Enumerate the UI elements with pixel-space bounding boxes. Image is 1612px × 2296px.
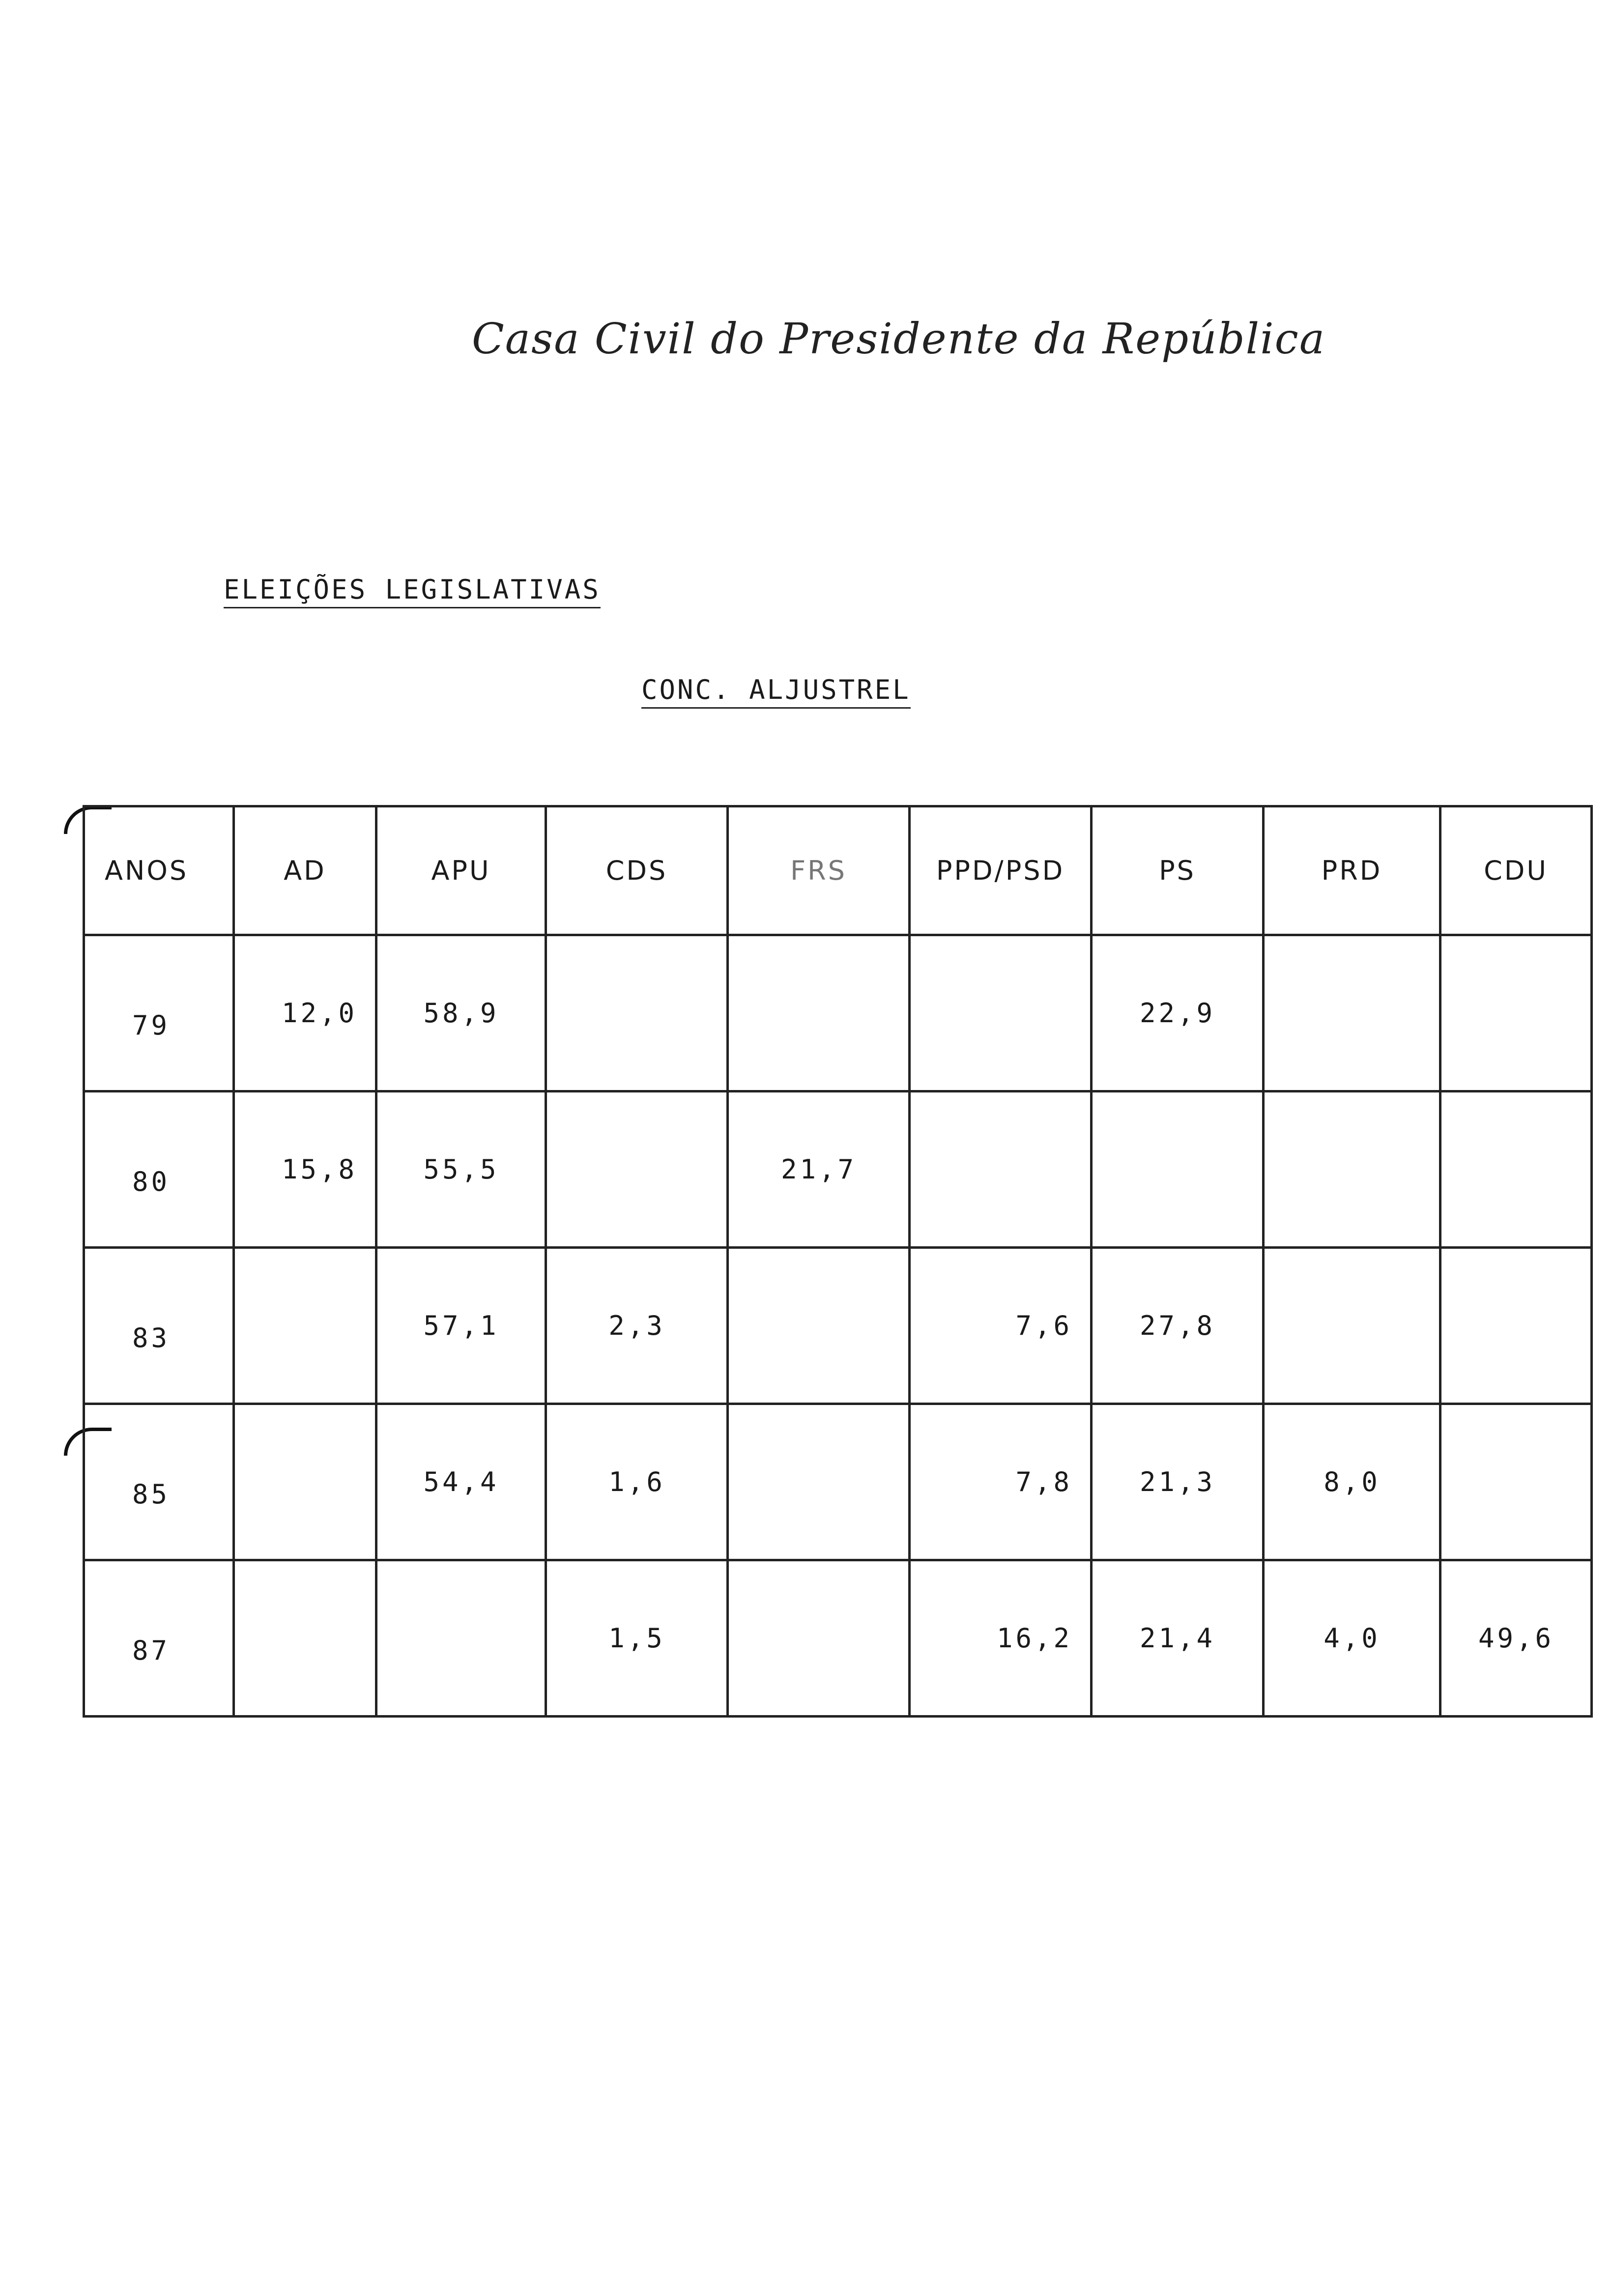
table-cell bbox=[1092, 1091, 1264, 1248]
table-cell bbox=[910, 935, 1092, 1091]
table-cell: 7,6 bbox=[910, 1248, 1092, 1404]
table-row bbox=[84, 1248, 1592, 1404]
table-cell: 22,9 bbox=[1092, 935, 1264, 1091]
table-cell: 85 bbox=[84, 1404, 234, 1560]
table-cell: 49,6 bbox=[1440, 1560, 1592, 1717]
table-cell: 54,4 bbox=[376, 1404, 546, 1560]
header-cell-ps: PS bbox=[1092, 806, 1264, 935]
table-cell: 2,3 bbox=[546, 1248, 728, 1404]
table-cell bbox=[910, 1091, 1092, 1248]
header-cell-cds: CDS bbox=[546, 806, 728, 935]
header-cell-ppd-psd: PPD/PSD bbox=[910, 806, 1092, 935]
table-cell: 57,1 bbox=[376, 1248, 546, 1404]
header-cell-ad: AD bbox=[234, 806, 376, 935]
table-cell bbox=[728, 1404, 910, 1560]
table-cell bbox=[1440, 1404, 1592, 1560]
table-cell: 1,5 bbox=[546, 1560, 728, 1717]
table-cell bbox=[728, 1560, 910, 1717]
header-cell-cdu: CDU bbox=[1440, 806, 1592, 935]
table-cell: 55,5 bbox=[376, 1091, 546, 1248]
table-cell: 83 bbox=[84, 1248, 234, 1404]
table-cell: 21,3 bbox=[1092, 1404, 1264, 1560]
table-cell bbox=[728, 1248, 910, 1404]
table-cell bbox=[1440, 935, 1592, 1091]
document-title: ELEIÇÕES LEGISLATIVAS bbox=[224, 574, 601, 608]
table-cell bbox=[1264, 1248, 1440, 1404]
table-cell: 79 bbox=[84, 935, 234, 1091]
table-cell bbox=[234, 1248, 376, 1404]
document-subtitle: CONC. ALJUSTREL bbox=[641, 674, 911, 709]
table-row bbox=[84, 1091, 1592, 1248]
table-cell: 58,9 bbox=[376, 935, 546, 1091]
table-cell bbox=[546, 1091, 728, 1248]
table-cell: 21,7 bbox=[728, 1091, 910, 1248]
table-cell: 27,8 bbox=[1092, 1248, 1264, 1404]
table-cell: 1,6 bbox=[546, 1404, 728, 1560]
table-cell bbox=[234, 1560, 376, 1717]
letterhead: Casa Civil do Presidente da República bbox=[472, 315, 1326, 364]
table-cell bbox=[546, 935, 728, 1091]
table-cell: 4,0 bbox=[1264, 1560, 1440, 1717]
table-cell: 15,8 bbox=[234, 1091, 376, 1248]
table-cell bbox=[234, 1404, 376, 1560]
table-row bbox=[84, 935, 1592, 1091]
table-cell bbox=[1440, 1091, 1592, 1248]
header-cell-frs: FRS bbox=[728, 806, 910, 935]
table-cell: 87 bbox=[84, 1560, 234, 1717]
election-results-table bbox=[83, 805, 1593, 1718]
header-row bbox=[84, 806, 1592, 935]
table-cell bbox=[376, 1560, 546, 1717]
header-cell-anos: ANOS bbox=[84, 806, 234, 935]
table-cell: 7,8 bbox=[910, 1404, 1092, 1560]
table-cell: 16,2 bbox=[910, 1560, 1092, 1717]
table-cell: 80 bbox=[84, 1091, 234, 1248]
table-cell bbox=[1264, 935, 1440, 1091]
table-row bbox=[84, 1404, 1592, 1560]
header-cell-prd: PRD bbox=[1264, 806, 1440, 935]
table-cell bbox=[1440, 1248, 1592, 1404]
table-cell: 21,4 bbox=[1092, 1560, 1264, 1717]
header-cell-apu: APU bbox=[376, 806, 546, 935]
table-cell: 8,0 bbox=[1264, 1404, 1440, 1560]
table-row bbox=[84, 1560, 1592, 1717]
table-cell bbox=[1264, 1091, 1440, 1248]
table-cell: 12,0 bbox=[234, 935, 376, 1091]
table-cell bbox=[728, 935, 910, 1091]
